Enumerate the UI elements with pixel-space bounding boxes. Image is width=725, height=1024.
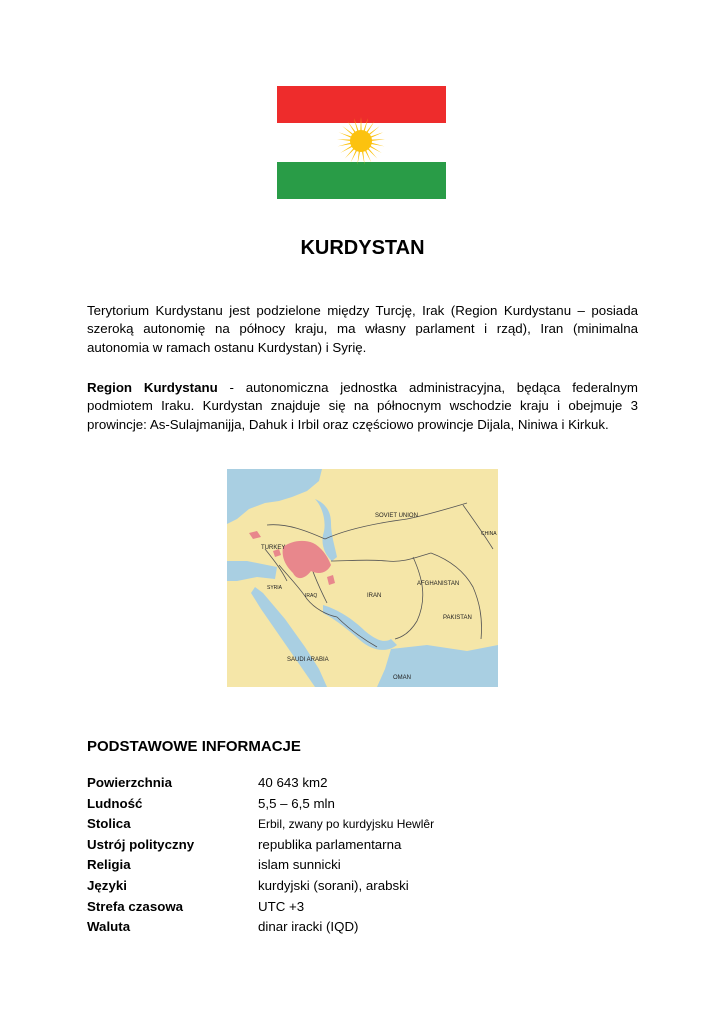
info-value: republika parlamentarna [258, 836, 402, 852]
info-key: Strefa czasowa [87, 898, 184, 914]
info-row-timezone [87, 897, 637, 918]
section-title: PODSTAWOWE INFORMACJE [87, 738, 301, 755]
map-label-pakistan: PAKISTAN [443, 615, 472, 621]
region-description: - autonomiczna jednostka administracyjna, będąca federalnym podmiotem Iraku. Kurdystan znajduje się na północnym wschodzie kraju i obejmuje 3 prowincje: As-Sulajmanijja, Dahuk i Irbil oraz częściowo prowincje Dijala, Niniwa i Kirkuk. [87, 380, 638, 432]
map-label-oman: OMAN [393, 675, 411, 681]
info-row-area [87, 773, 637, 794]
map-label-iraq: IRAQ [305, 593, 318, 599]
info-row-languages [87, 876, 637, 897]
info-value: dinar iracki (IQD) [258, 919, 359, 935]
intro-paragraph: Terytorium Kurdystanu jest podzielone między Turcję, Irak (Region Kurdystanu – posiada szeroką autonomię na północy kraju, ma własny parlament i rząd), Iran (minimalna autonomia w ramach ostanu Kurdystan) i Syrię. [87, 303, 638, 355]
sun-icon [335, 115, 387, 167]
info-key: Religia [87, 857, 131, 873]
info-key: Ustrój polityczny [87, 836, 195, 852]
sun-ray [337, 139, 352, 141]
sun-ray [362, 150, 365, 165]
info-value: kurdyjski (sorani), arabski [258, 877, 409, 893]
map-label-iran: IRAN [367, 593, 382, 599]
info-value: 5,5 – 6,5 mln [258, 795, 335, 811]
map-label-afghanistan: AFGHANISTAN [417, 581, 460, 587]
region-term: Region Kurdystanu [87, 380, 218, 395]
map-label-saudi-arabia: SAUDI ARABIA [287, 657, 329, 663]
info-table [87, 773, 637, 938]
flag-green-band [277, 162, 446, 199]
info-row-currency [87, 917, 637, 938]
info-row-population [87, 794, 637, 815]
map-label-china: CHINA [481, 531, 497, 537]
info-value: UTC +3 [258, 898, 305, 914]
info-row-capital [87, 814, 637, 835]
info-key: Stolica [87, 816, 131, 832]
region-map [227, 469, 498, 687]
info-row-religion [87, 855, 637, 876]
info-value: islam sunnicki [258, 857, 341, 873]
info-key: Waluta [87, 919, 131, 935]
map-label-turkey: TURKEY [261, 545, 286, 551]
sun-ray [357, 150, 360, 165]
info-key: Języki [87, 877, 127, 893]
region-paragraph [87, 379, 638, 434]
sun-ray [370, 139, 385, 141]
info-key: Powierzchnia [87, 775, 172, 790]
page-title: KURDYSTAN [300, 237, 425, 259]
kurdistan-flag [277, 86, 446, 199]
sun-ray [360, 117, 361, 132]
info-key: Ludność [87, 795, 143, 811]
map-label-soviet-union: SOVIET UNION [375, 513, 418, 519]
info-row-government [87, 835, 637, 856]
info-value: Erbil, zwany po kurdyjsku Hewlêr [258, 817, 435, 832]
map-label-syria: SYRIA [267, 585, 283, 591]
info-value: 40 643 km2 [258, 775, 328, 790]
